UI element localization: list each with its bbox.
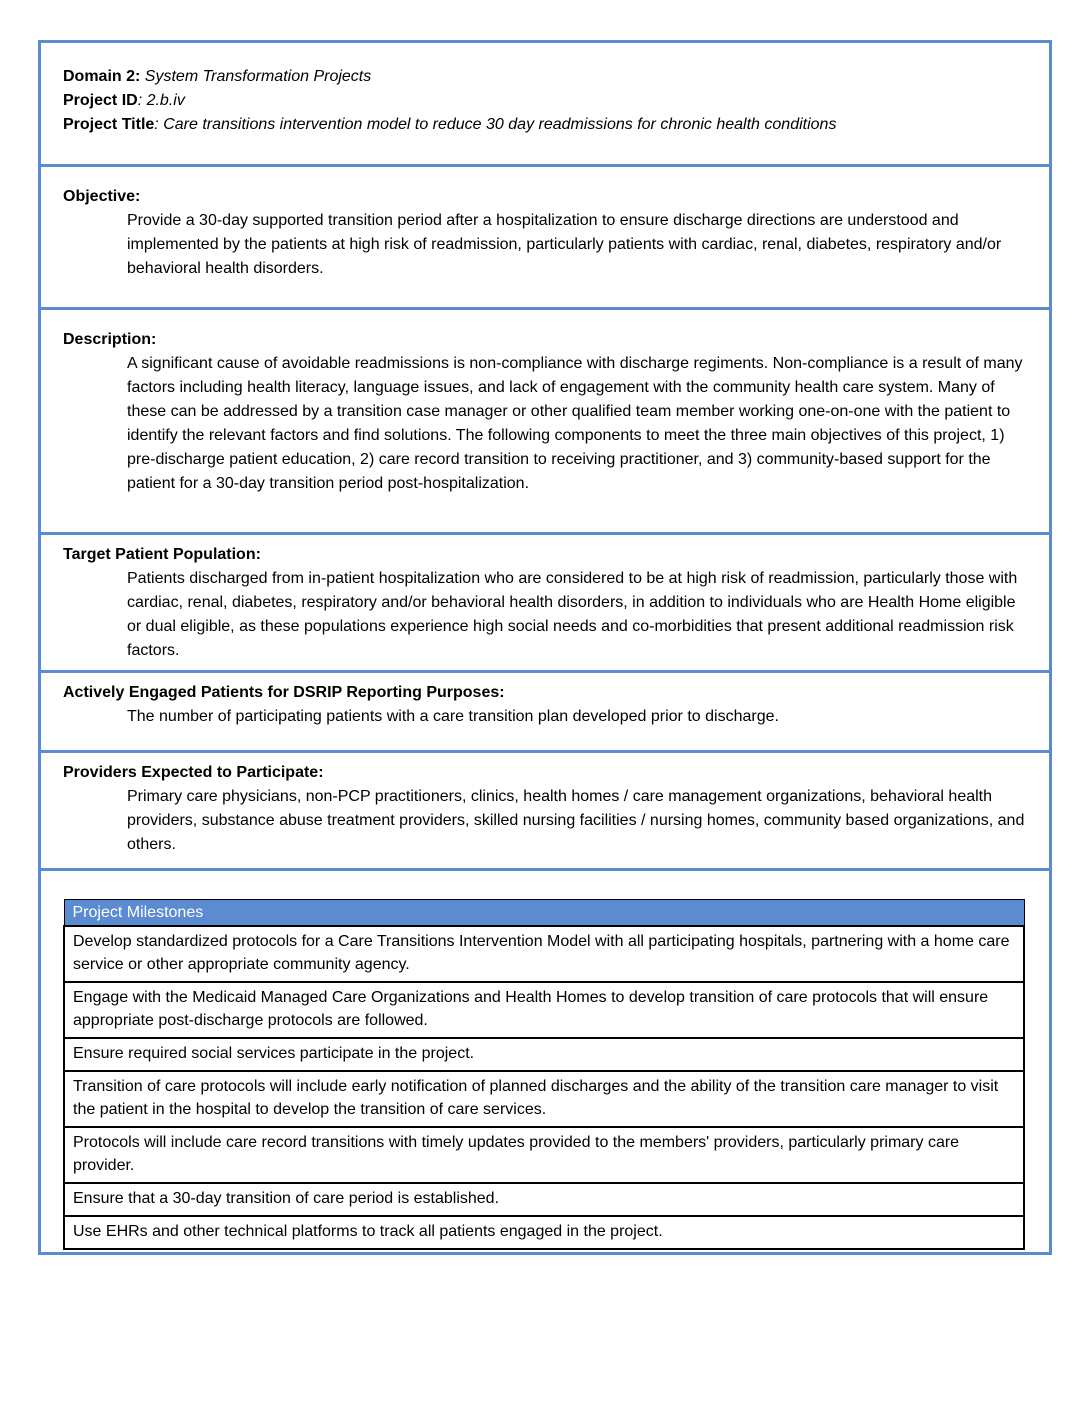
objective-section — [41, 167, 1049, 310]
milestones-section — [41, 871, 1049, 1252]
engaged-patients-text: The number of participating patients with a care transition plan developed prior to discharge. — [127, 708, 779, 725]
description-label: Description: — [63, 331, 157, 348]
description-section — [41, 310, 1049, 535]
table-row — [64, 982, 1024, 1038]
providers-section — [41, 753, 1049, 871]
table-row — [64, 926, 1024, 982]
target-population-text: Patients discharged from in-patient hospitalization who are considered to be at high risk of readmission, particularly those with cardiac, renal, diabetes, respiratory and/or behavioral health disorders, in addition to individuals who are Health Home eligible or dual eligible, as these populations experience high social needs and co-morbidities that present additional readmission risk factors. — [127, 570, 1018, 659]
table-row — [64, 1038, 1024, 1071]
domain-line: Domain 2: System Transformation Projects — [63, 68, 372, 85]
table-row — [64, 1071, 1024, 1127]
milestone-cell: Develop standardized protocols for a Care Transitions Intervention Model with all participating hospitals, partnering with a home care service or other appropriate community agency. — [64, 926, 1024, 982]
objective-text: Provide a 30-day supported transition period after a hospitalization to ensure discharge directions are understood and implemented by the patients at high risk of readmission, particularly patients with cardiac, renal, diabetes, respiratory and/or behavioral health disorders. — [127, 212, 1002, 277]
providers-text: Primary care physicians, non-PCP practitioners, clinics, health homes / care management organizations, behavioral health providers, substance abuse treatment providers, skilled nursing facilities / nursing homes, community based organizations, and others. — [127, 788, 1025, 853]
milestone-cell: Engage with the Medicaid Managed Care Organizations and Health Homes to develop transition of care protocols that will ensure appropriate post-discharge protocols are followed. — [64, 982, 1024, 1038]
description-text: A significant cause of avoidable readmissions is non-compliance with discharge regiments. Non-compliance is a result of many factors including health literacy, language issues, and lack of engagement with the community health care system. Many of these can be addressed by a transition case manager or other qualified team member working one-on-one with the patient to identify the relevant factors and find solutions. The following components to meet the three main objectives of this project, 1) pre-discharge patient education, 2) care record transition to receiving practitioner, and 3) community-based support for the patient for a 30-day transition period post-hospitalization. — [127, 355, 1023, 492]
providers-label: Providers Expected to Participate: — [63, 764, 324, 781]
project-title-line: Project Title: Care transitions intervention model to reduce 30 day readmissions for chronic health conditions — [63, 116, 837, 133]
target-population-section — [41, 535, 1049, 673]
table-row — [64, 1216, 1024, 1249]
engaged-patients-section — [41, 673, 1049, 753]
table-row — [64, 1183, 1024, 1216]
milestones-header: Project Milestones — [64, 900, 1024, 927]
milestone-cell: Protocols will include care record transitions with timely updates provided to the members' providers, particularly primary care provider. — [64, 1127, 1024, 1183]
milestone-cell: Transition of care protocols will include early notification of planned discharges and the ability of the transition care manager to visit the patient in the hospital to develop the transition of care services. — [64, 1071, 1024, 1127]
milestone-cell: Ensure that a 30-day transition of care period is established. — [64, 1183, 1024, 1216]
project-document — [38, 40, 1052, 1255]
milestones-table — [63, 899, 1025, 1250]
project-header — [41, 43, 1049, 167]
objective-label: Objective: — [63, 188, 141, 205]
project-id-line: Project ID: 2.b.iv — [63, 92, 185, 109]
milestone-cell: Ensure required social services participate in the project. — [64, 1038, 1024, 1071]
engaged-patients-label: Actively Engaged Patients for DSRIP Reporting Purposes: — [63, 684, 505, 701]
target-population-label: Target Patient Population: — [63, 546, 261, 563]
table-row — [64, 1127, 1024, 1183]
milestone-cell: Use EHRs and other technical platforms to track all patients engaged in the project. — [64, 1216, 1024, 1249]
